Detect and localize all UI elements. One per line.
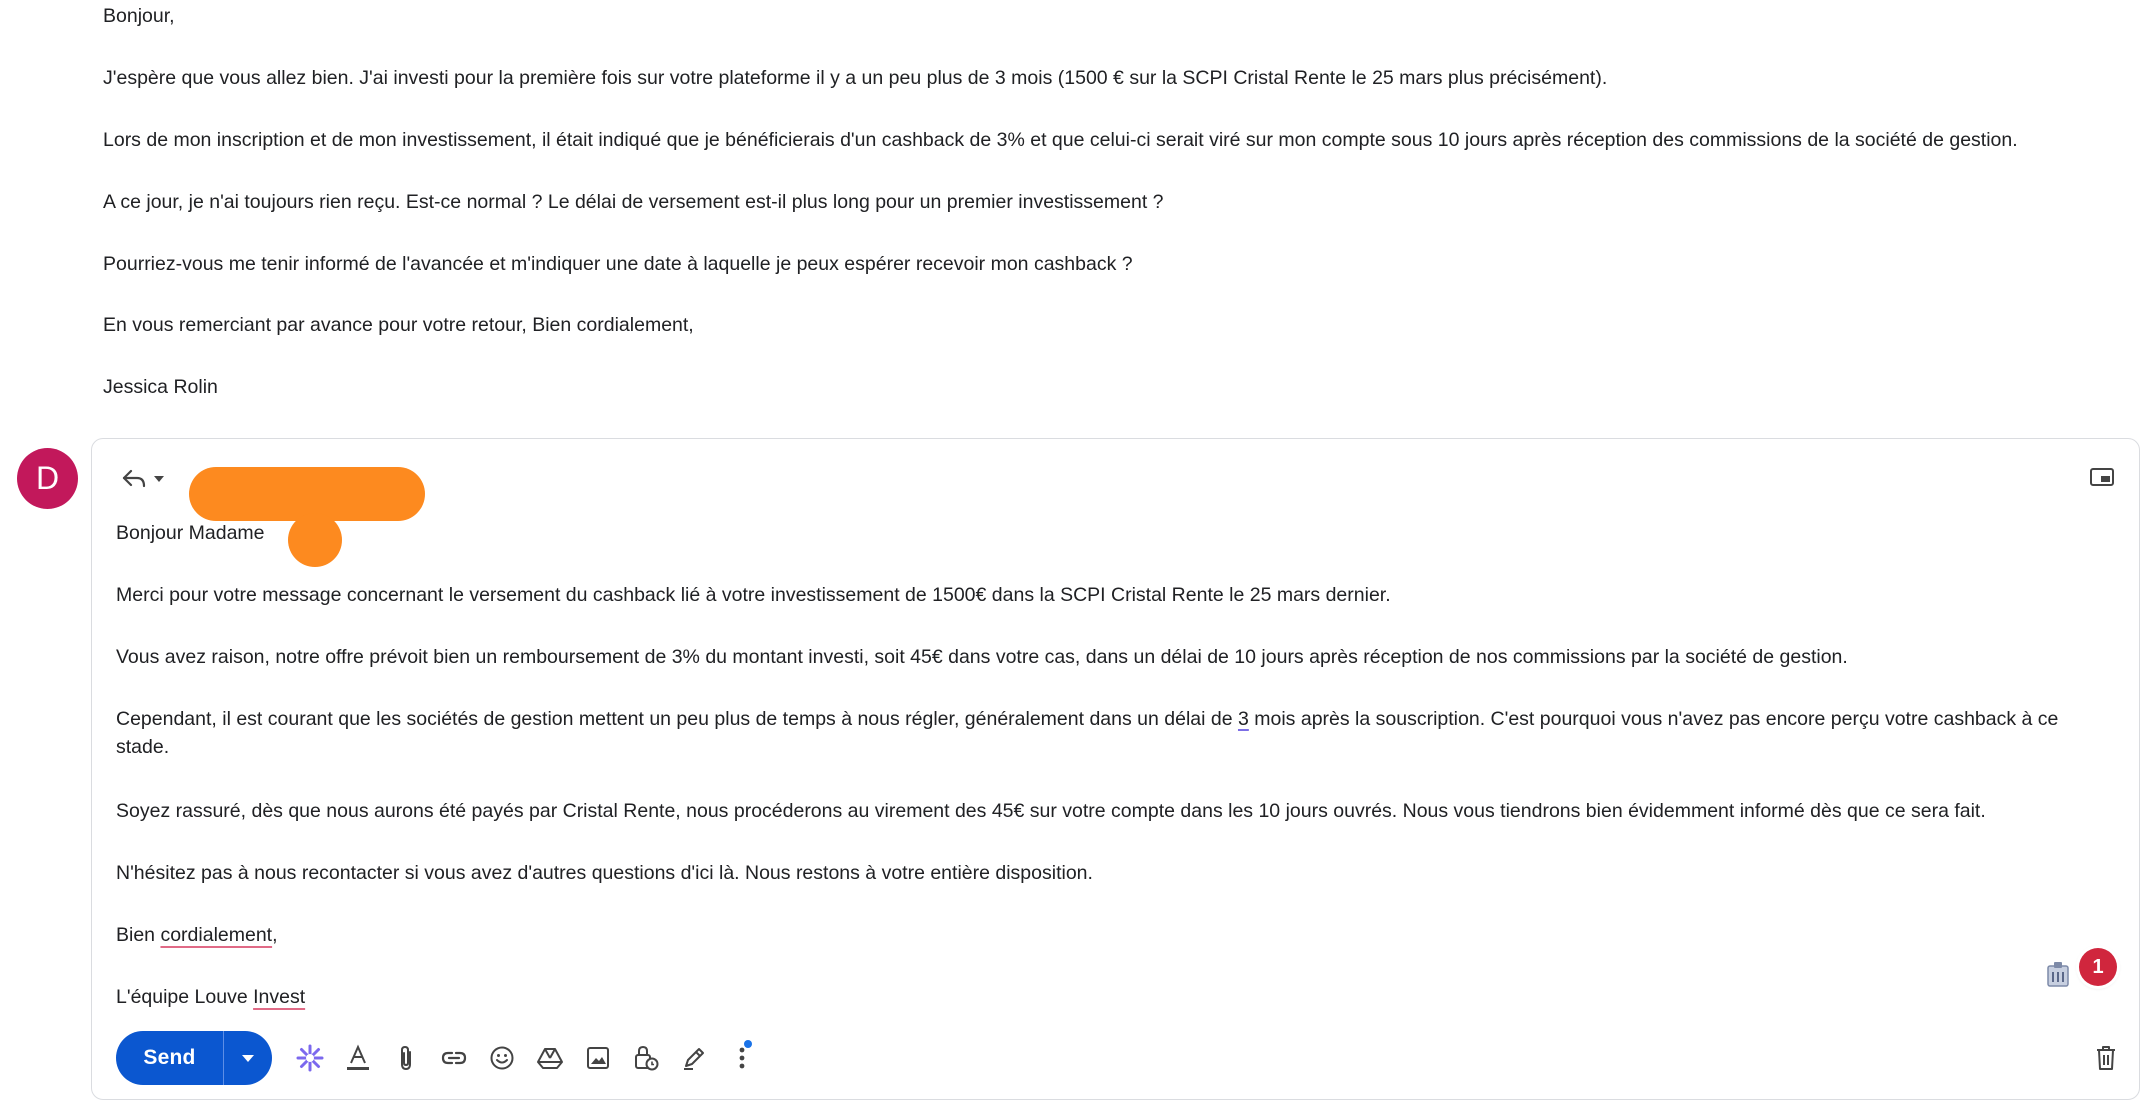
compose-toolbar (116, 1031, 766, 1085)
text: mois après la souscription. C'est pourquoi vous n'avez pas encore perçu votre cashback à ce stade. (116, 708, 2059, 758)
reply-paragraph: Merci pour votre message concernant le versement du cashback lié à votre investissement de 1500€ dans la SCPI Cristal Rente le 25 mars dernier. (116, 584, 1391, 606)
link-icon[interactable] (430, 1034, 478, 1082)
more-options-icon[interactable] (718, 1034, 766, 1082)
text: Bien (116, 924, 161, 946)
reply-compose-card (91, 438, 2140, 1100)
confidential-mode-icon[interactable] (622, 1034, 670, 1082)
signature-pen-icon[interactable] (670, 1034, 718, 1082)
quoted-line: A ce jour, je n'ai toujours rien reçu. Est-ce normal ? Le délai de versement est-il plus long pour un premier investissement ? (103, 191, 1164, 213)
suggestion-count-badge[interactable]: 1 (2079, 948, 2117, 986)
formatting-tools (286, 1034, 766, 1082)
send-button[interactable]: Send (143, 1046, 196, 1069)
pop-out-icon[interactable] (2089, 466, 2115, 488)
quoted-line: Pourriez-vous me tenir informé de l'avancée et m'indiquer une date à laquelle je peux espérer recevoir mon cashback ? (103, 253, 1133, 275)
text: , (272, 924, 278, 946)
reply-paragraph (116, 705, 2106, 761)
chevron-down-icon[interactable] (154, 476, 164, 482)
spelling-suggestion[interactable]: Invest (253, 986, 306, 1008)
chevron-down-icon (242, 1055, 254, 1062)
attach-icon[interactable] (382, 1034, 430, 1082)
drive-icon[interactable] (526, 1034, 574, 1082)
redacted-name (288, 513, 342, 567)
extension-icon[interactable] (2045, 960, 2071, 988)
emoji-icon[interactable] (478, 1034, 526, 1082)
avatar[interactable]: D (17, 448, 78, 509)
greeting (116, 519, 308, 547)
greeting-text: Bonjour Madame (116, 522, 265, 544)
send-button-group (116, 1031, 272, 1085)
text: L'équipe Louve (116, 986, 254, 1008)
quoted-line: En vous remerciant par avance pour votre retour, Bien cordialement, (103, 314, 694, 336)
reply-paragraph: N'hésitez pas à nous recontacter si vous avez d'autres questions d'ici là. Nous restons à votre entière disposition. (116, 862, 1093, 884)
reply-type-selector[interactable] (118, 459, 164, 499)
reply-paragraph: Vous avez raison, notre offre prévoit bien un remboursement de 3% du montant investi, soit 45€ dans votre cas, dans un délai de 10 jours après réception de nos commissions par la société de gestion. (116, 646, 1848, 668)
reply-arrow-icon[interactable] (118, 463, 150, 495)
quoted-line: J'espère que vous allez bien. J'ai investi pour la première fois sur votre plateforme il y a un peu plus de 3 mois (1500 € sur la SCPI Cristal Rente le 25 mars plus précisément). (103, 67, 1608, 89)
signature (116, 983, 305, 1011)
quoted-line: Lors de mon inscription et de mon investissement, il était indiqué que je bénéficierais d'un cashback de 3% et que celui-ci serait viré sur mon compte sous 10 jours après réception des commissions de la société de gestion. (103, 129, 2018, 151)
gemini-sparkle-icon[interactable] (286, 1034, 334, 1082)
notification-dot (744, 1040, 752, 1048)
spelling-suggestion[interactable]: cordialement (160, 924, 273, 946)
closing (116, 921, 278, 949)
text-format-icon[interactable] (334, 1034, 382, 1082)
photo-icon[interactable] (574, 1034, 622, 1082)
quoted-line: Jessica Rolin (103, 376, 218, 398)
quoted-line: Bonjour, (103, 5, 175, 27)
redacted-recipient (189, 467, 425, 521)
reply-paragraph: Soyez rassuré, dès que nous aurons été payés par Cristal Rente, nous procéderons au virement des 45€ sur votre compte dans les 10 jours ouvrés. Nous vous tiendrons bien évidemment informé dès que ce sera fait. (116, 800, 1986, 822)
send-options-button[interactable] (224, 1031, 272, 1085)
discard-draft-icon[interactable] (2091, 1043, 2121, 1073)
text: Cependant, il est courant que les sociétés de gestion mettent un peu plus de temps à nous régler, généralement dans un délai de (116, 708, 1238, 730)
grammar-suggestion[interactable]: 3 (1237, 708, 1249, 730)
